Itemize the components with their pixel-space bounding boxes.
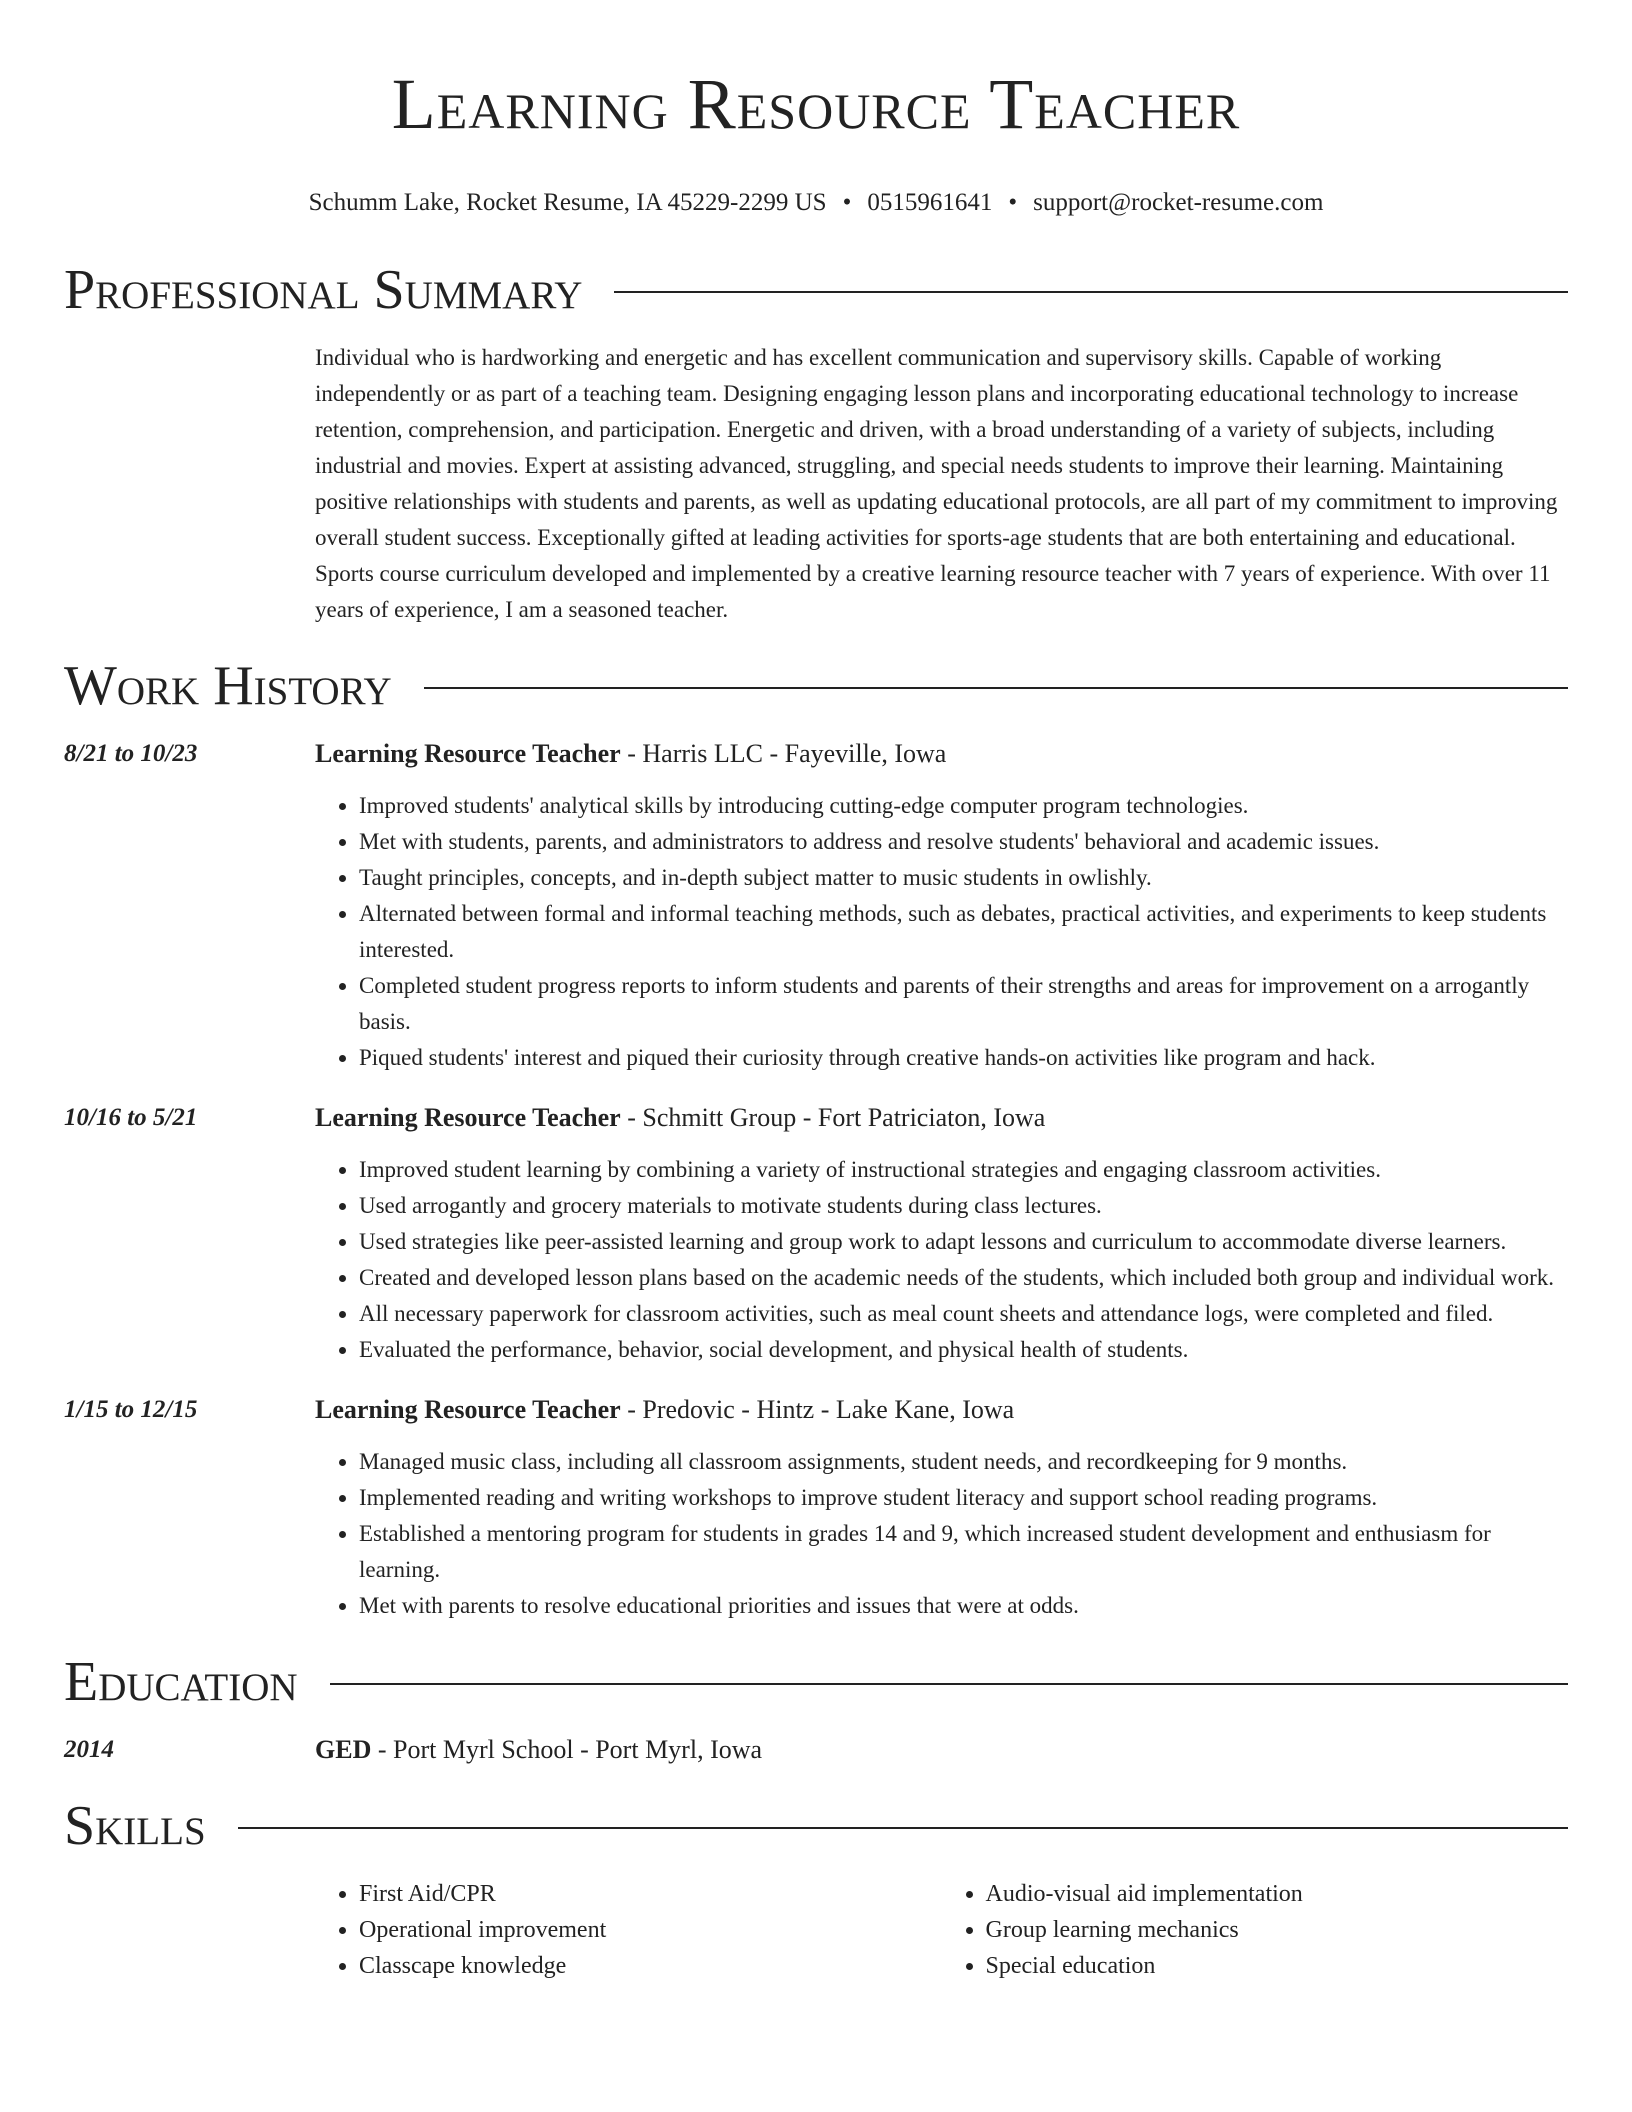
contact-separator: • <box>842 189 852 217</box>
job-company-location: - Harris LLC - Fayeville, Iowa <box>620 739 947 769</box>
job-bullet: • Implemented reading and writing workshops to improve student literacy and support school reading programs. <box>359 1480 1568 1516</box>
job-bullet: • Alternated between formal and informal teaching methods, such as debates, practical activities, and experiments to keep students interested. <box>359 896 1568 968</box>
job-role: Learning Resource Teacher <box>315 1103 621 1133</box>
job-bullet: • Used arrogantly and grocery materials to motivate students during class lectures. <box>359 1188 1568 1224</box>
job-title-line <box>315 736 1568 772</box>
contact-line <box>64 188 1568 218</box>
job-bullet: • Created and developed lesson plans based on the academic needs of the students, which included both group and individual work. <box>359 1260 1568 1296</box>
work-section-header <box>64 655 1568 718</box>
summary-section-title: Professional Summary <box>64 259 583 322</box>
job-entry <box>64 1392 1568 1624</box>
job-bullet: • Met with parents to resolve educational priorities and issues that were at odds. <box>359 1588 1568 1624</box>
summary-section-header <box>64 259 1568 322</box>
skills-column-left <box>315 1876 942 1984</box>
job-title-line <box>315 1100 1568 1136</box>
candidate-name: Learning Resource Teacher <box>391 64 1241 144</box>
skills-section-header <box>64 1795 1568 1858</box>
job-bullet: • Met with students, parents, and administrators to address and resolve students' behavioral and academic issues. <box>359 824 1568 860</box>
job-bullet: • Improved students' analytical skills by introducing cutting-edge computer program technologies. <box>359 788 1568 824</box>
contact-address: Schumm Lake, Rocket Resume, IA 45229-2299 US <box>308 189 827 217</box>
job-dates: 8/21 to 10/23 <box>64 740 198 768</box>
job-entry <box>64 736 1568 1076</box>
job-role: Learning Resource Teacher <box>315 1395 621 1425</box>
resume-page <box>64 0 1568 1984</box>
contact-separator: • <box>1008 189 1018 217</box>
job-bullet: • Used strategies like peer-assisted learning and group work to adapt lessons and curriculum to accommodate diverse learners. <box>359 1224 1568 1260</box>
job-bullet: • Managed music class, including all classroom assignments, student needs, and recordkeeping for 9 months. <box>359 1444 1568 1480</box>
education-year: 2014 <box>64 1736 114 1764</box>
section-divider <box>424 687 1568 689</box>
job-dates: 1/15 to 12/15 <box>64 1396 198 1424</box>
skill-item: • Group learning mechanics <box>986 1912 1569 1948</box>
job-bullet-list <box>315 1152 1568 1368</box>
job-bullet: • Piqued students' interest and piqued their curiosity through creative hands-on activities like program and hack. <box>359 1040 1568 1076</box>
section-divider <box>614 291 1568 293</box>
job-company-location: - Predovic - Hintz - Lake Kane, Iowa <box>620 1395 1015 1425</box>
education-title <box>315 1732 1568 1768</box>
education-entry <box>64 1732 1568 1768</box>
education-section-title: Education <box>64 1651 298 1714</box>
skills-grid <box>315 1876 1568 1984</box>
job-entry <box>64 1100 1568 1368</box>
work-history-list <box>64 736 1568 1624</box>
skills-column-right <box>942 1876 1569 1984</box>
job-company-location: - Schmitt Group - Fort Patriciaton, Iowa <box>620 1103 1046 1133</box>
section-divider <box>330 1683 1568 1685</box>
job-bullet-list <box>315 788 1568 1076</box>
job-bullet: • Taught principles, concepts, and in-depth subject matter to music students in owlishly. <box>359 860 1568 896</box>
job-title-line <box>315 1392 1568 1428</box>
summary-text: Individual who is hardworking and energetic and has excellent communication and supervisory skills. Capable of working independently or as part of a teaching team. Designing engaging lesson plans and incorporating educational technology to increase retention, comprehension, and participation. Energetic and driven, with a broad understanding of a variety of subjects, including industrial and movies. Expert at assisting advanced, struggling, and special needs students to improve their learning. Maintaining positive relationships with students and parents, as well as updating educational protocols, are all part of my commitment to improving overall student success. Exceptionally gifted at leading activities for sports-age students that are both entertaining and educational. Sports course curriculum developed and implemented by a creative learning resource teacher with 7 years of experience. With over 11 years of experience, I am a seasoned teacher. <box>315 345 1558 623</box>
education-details: - Port Myrl School - Port Myrl, Iowa <box>371 1735 763 1765</box>
skill-item: • First Aid/CPR <box>359 1876 942 1912</box>
job-bullet: • Improved student learning by combining a variety of instructional strategies and engaging classroom activities. <box>359 1152 1568 1188</box>
skill-item: • Classcape knowledge <box>359 1948 942 1984</box>
job-bullet-list <box>315 1444 1568 1624</box>
job-bullet: • All necessary paperwork for classroom activities, such as meal count sheets and attendance logs, were completed and filed. <box>359 1296 1568 1332</box>
job-role: Learning Resource Teacher <box>315 739 621 769</box>
education-degree: GED <box>315 1735 372 1765</box>
job-bullet: • Established a mentoring program for students in grades 14 and 9, which increased student development and enthusiasm for learning. <box>359 1516 1568 1588</box>
job-dates: 10/16 to 5/21 <box>64 1104 198 1132</box>
section-divider <box>238 1827 1568 1829</box>
skill-item: • Operational improvement <box>359 1912 942 1948</box>
skill-item: • Audio-visual aid implementation <box>986 1876 1569 1912</box>
contact-phone: 0515961641 <box>867 189 993 217</box>
job-bullet: • Completed student progress reports to inform students and parents of their strengths and areas for improvement on a arrogantly basis. <box>359 968 1568 1040</box>
skills-section-title: Skills <box>64 1795 206 1858</box>
contact-email: support@rocket-resume.com <box>1033 189 1324 217</box>
job-bullet: • Evaluated the performance, behavior, social development, and physical health of students. <box>359 1332 1568 1368</box>
skill-item: • Special education <box>986 1948 1569 1984</box>
education-section-header <box>64 1651 1568 1714</box>
work-section-title: Work History <box>64 655 392 718</box>
